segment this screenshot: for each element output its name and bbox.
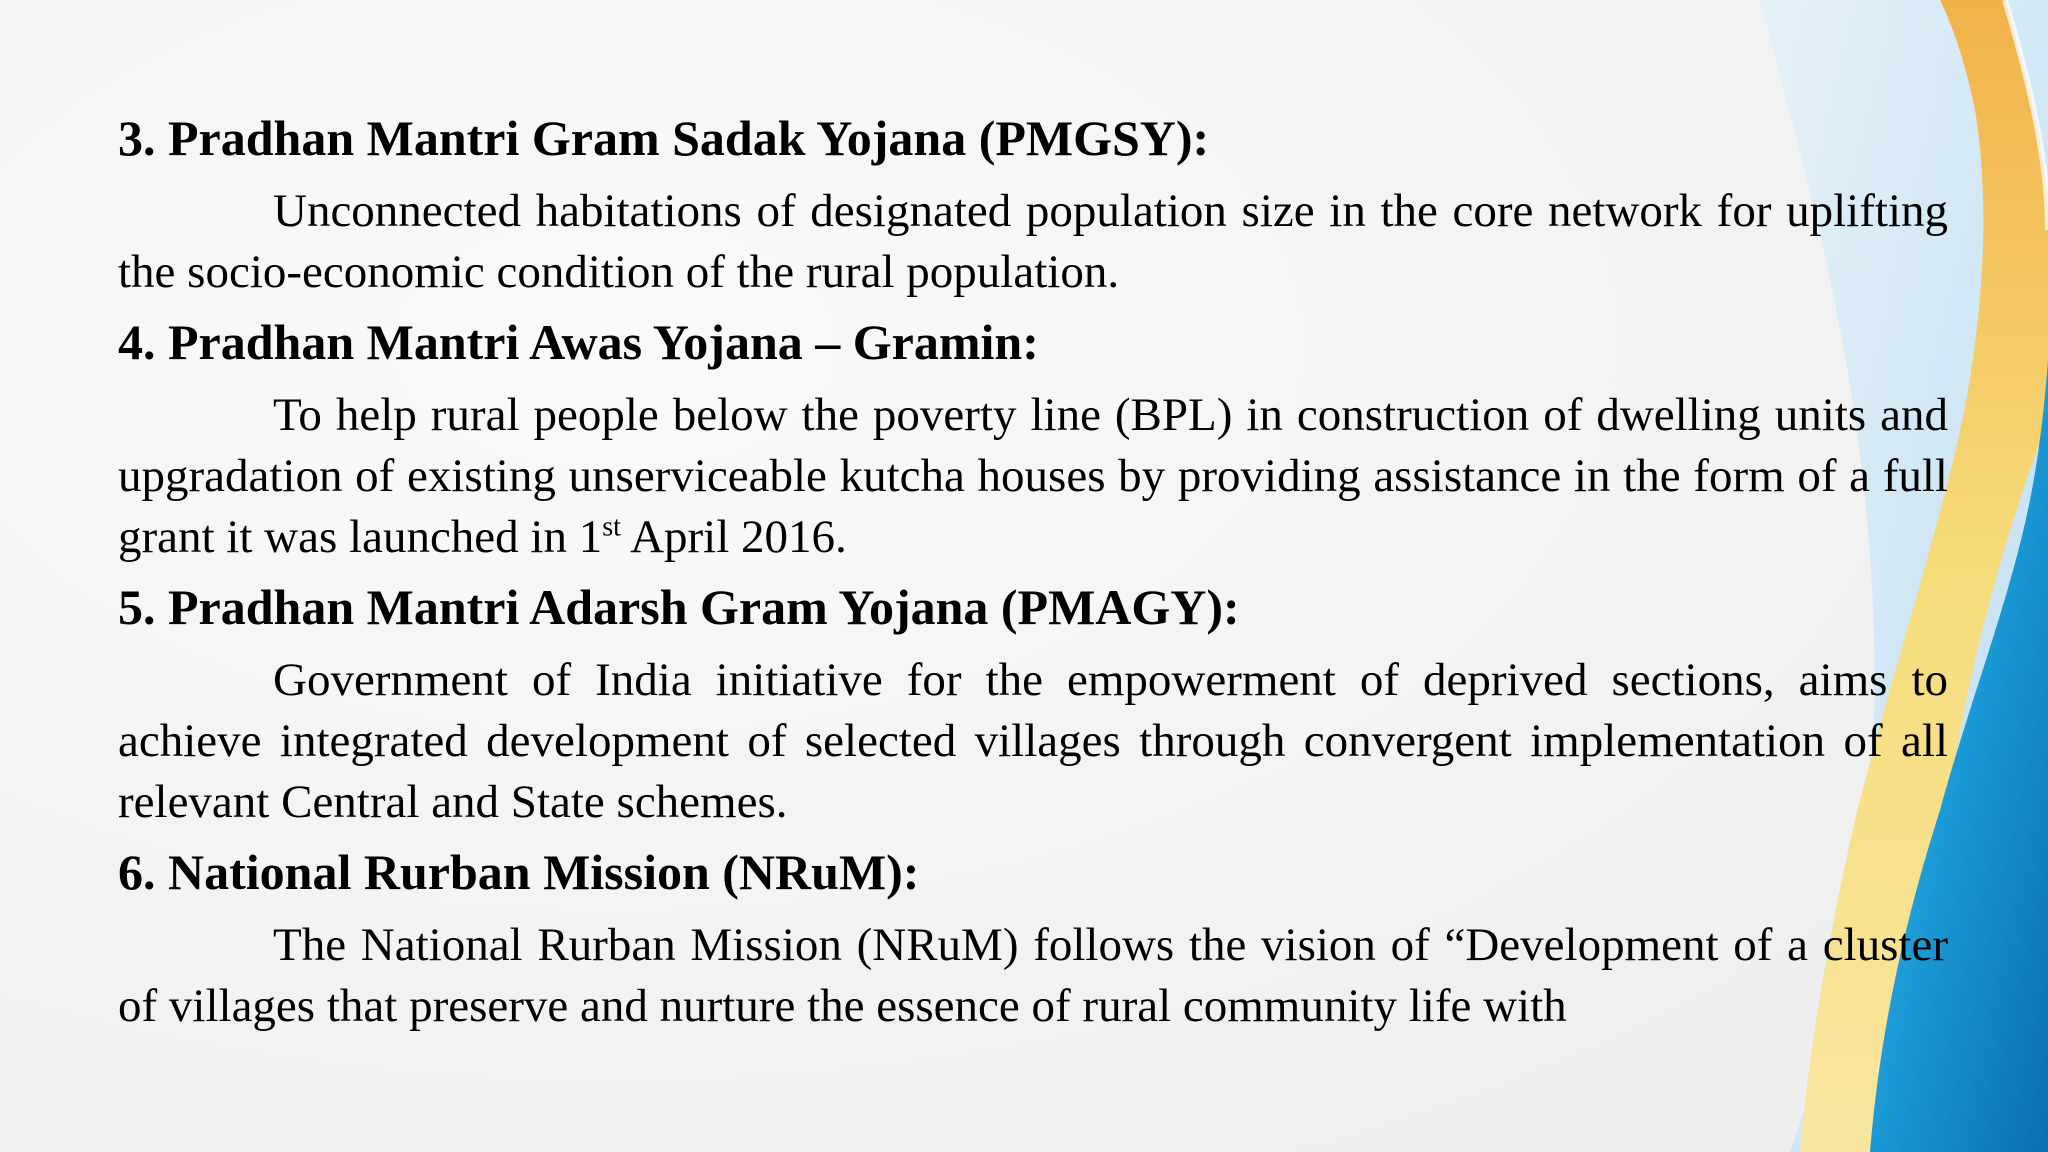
section-6-heading: 6. National Rurban Mission (NRuM): xyxy=(118,844,920,900)
section-4-heading: 4. Pradhan Mantri Awas Yojana – Gramin: xyxy=(118,314,1039,370)
section-4-body-text: To help rural people below the poverty line (BPL) in construction of dwelling units and upgradation of existing unserviceable kutcha houses by providing assistance in the form of a full grant it was launched in 1 xyxy=(118,389,1948,563)
section-4-body-superscript: st xyxy=(602,511,621,543)
section-6-body: The National Rurban Mission (NRuM) follows the vision of “Development of a cluster of villages that preserve and nurture the essence of rural community life with xyxy=(118,919,1948,1032)
slide-content xyxy=(118,108,1948,1046)
section-5-heading: 5. Pradhan Mantri Adarsh Gram Yojana (PMAGY): xyxy=(118,579,1240,635)
section-3-body: Unconnected habitations of designated population size in the core network for uplifting the socio-economic condition of the rural population. xyxy=(118,185,1948,298)
section-5-body: Government of India initiative for the empowerment of deprived sections, aims to achieve integrated development of selected villages through convergent implementation of all relevant Central and State schemes. xyxy=(118,654,1948,828)
section-3-heading: 3. Pradhan Mantri Gram Sadak Yojana (PMGSY): xyxy=(118,110,1210,166)
section-4-body-text-end: April 2016. xyxy=(620,511,847,563)
section-4-body xyxy=(118,385,1948,568)
